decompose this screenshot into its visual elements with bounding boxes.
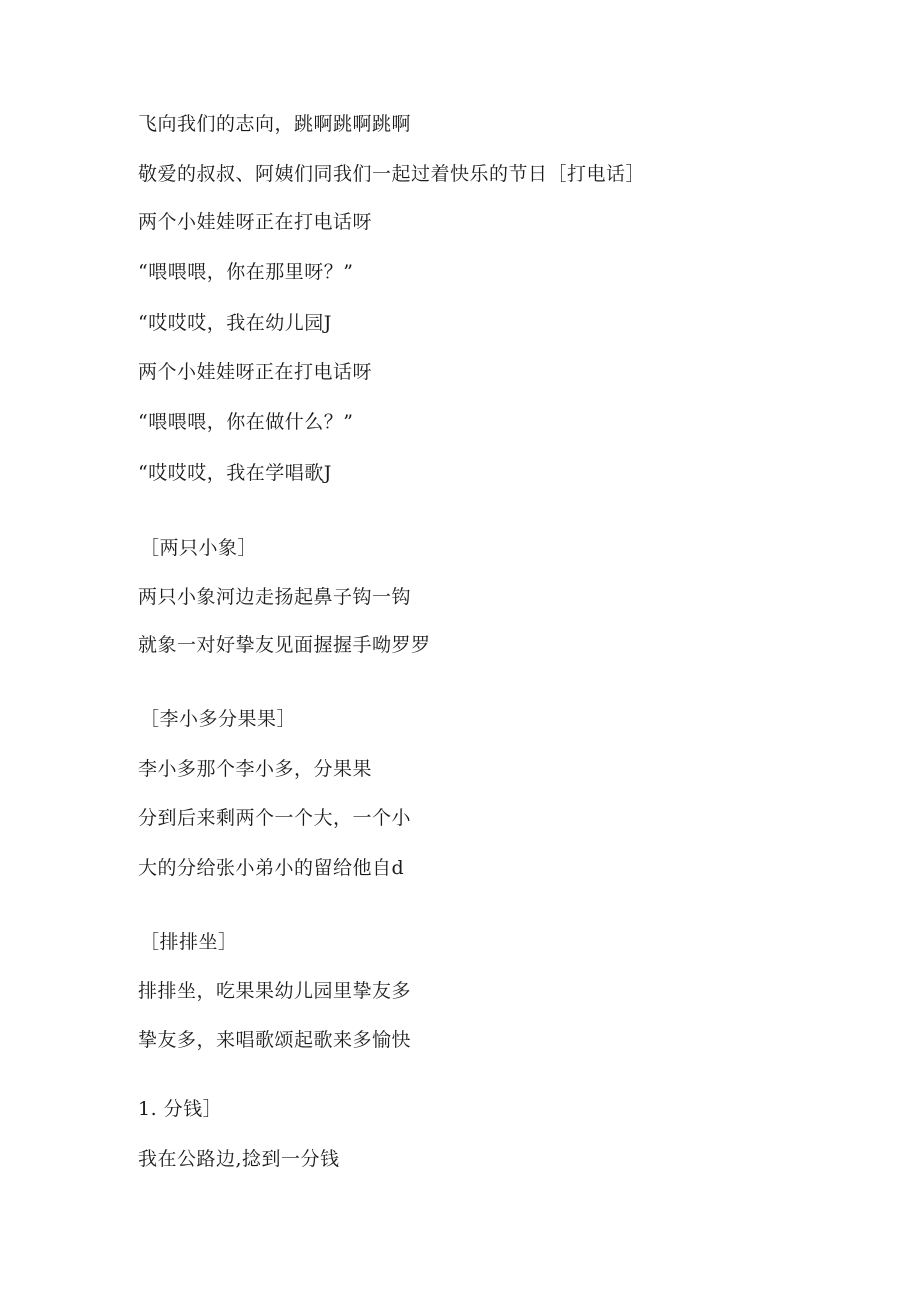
text-line: 两个小娃娃呀正在打电话呀 — [138, 211, 373, 233]
text-line: 李小多那个李小多，分果果 — [138, 758, 373, 780]
text-line: 两个小娃娃呀正在打电话呀 — [138, 361, 373, 383]
section-heading: ［排排坐］ — [140, 931, 238, 953]
text-line: 就象一对好挚友见面握握手呦罗罗 — [138, 634, 431, 656]
text-line: 敬爱的叔叔、阿姨们同我们一起过着快乐的节日［打电话］ — [138, 163, 646, 185]
quote-line: “哎哎哎，我在幼儿园J — [138, 312, 332, 334]
quote-line: “喂喂喂，你在做什么？” — [138, 411, 354, 433]
section-heading: ［李小多分果果］ — [140, 708, 297, 730]
section-heading: ［两只小象］ — [140, 537, 258, 559]
text-line: 分到后来剩两个一个大，一个小 — [138, 807, 412, 829]
section-heading: 1. 分钱］ — [138, 1098, 223, 1120]
text-line: 我在公路边,捻到一分钱 — [138, 1148, 340, 1170]
text-line: 大的分给张小弟小的留给他自d — [138, 857, 405, 879]
text-line: 挚友多，来唱歌颂起歌来多愉快 — [138, 1029, 412, 1051]
quote-line: “哎哎哎，我在学唱歌J — [138, 462, 332, 484]
text-line: 飞向我们的志向，跳啊跳啊跳啊 — [138, 113, 412, 135]
text-line: 排排坐，吃果果幼儿园里挚友多 — [138, 980, 412, 1002]
text-line: 两只小象河边走扬起鼻子钩一钩 — [138, 586, 412, 608]
quote-line: “喂喂喂，你在那里呀？” — [138, 261, 354, 283]
